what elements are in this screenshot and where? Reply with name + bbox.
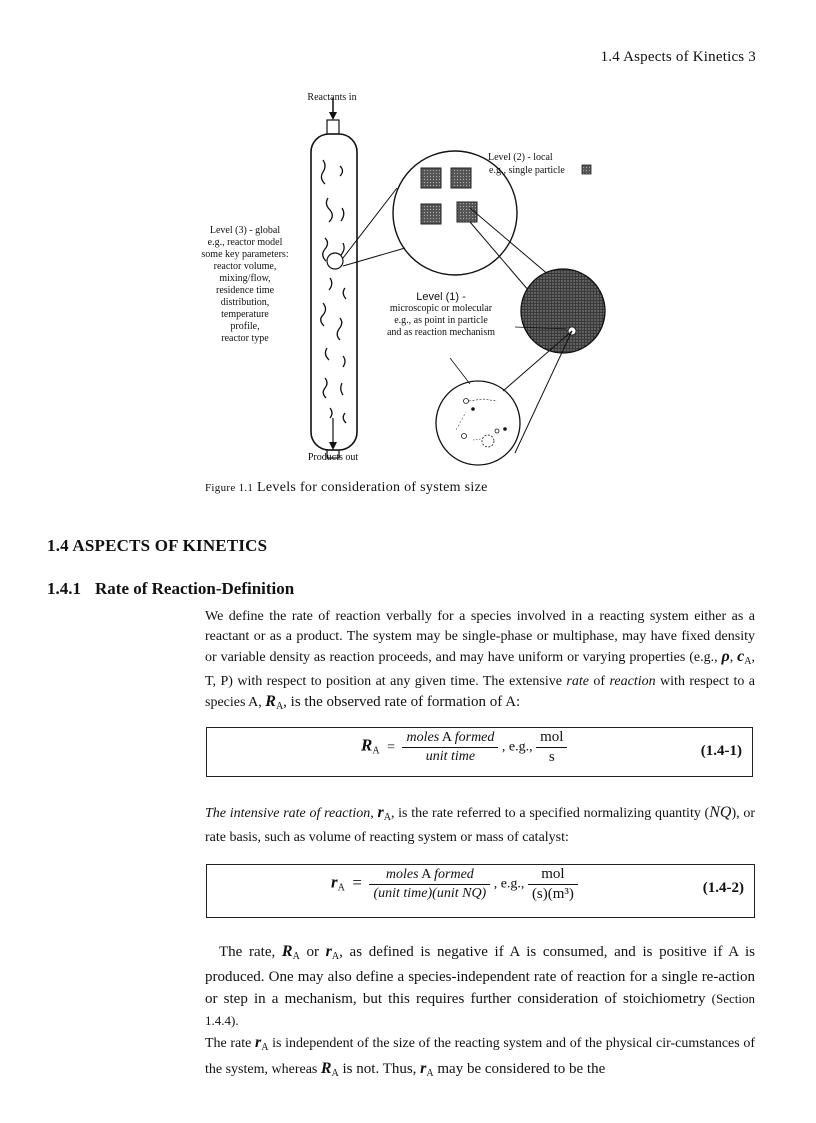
level3-line: temperature <box>221 309 269 320</box>
particle-marker <box>327 253 343 269</box>
eq1-num-formed: formed <box>454 730 495 745</box>
eq1-number: (1.4-1) <box>700 743 742 759</box>
level1-title: Level (1) - <box>416 291 466 303</box>
para3-text: may be considered to be the <box>433 1061 606 1077</box>
eq2-unit-fraction <box>528 866 578 903</box>
symbol-R-sub: A <box>275 701 284 712</box>
particle-square-2 <box>451 168 471 188</box>
level3-line: mixing/flow, <box>219 273 271 284</box>
zoom-line-a <box>343 188 397 258</box>
eq1-eg: , e.g., <box>501 739 533 755</box>
eq2-num-formed: formed <box>434 867 474 882</box>
level3-block <box>190 225 300 345</box>
symbol-r-sub: A <box>426 1068 434 1079</box>
symbol-r-sub: A <box>383 812 391 823</box>
level1-line: and as reaction mechanism <box>386 327 495 338</box>
level3-line: distribution, <box>220 297 270 308</box>
level3-line: Level (3) - global <box>209 225 281 236</box>
symbol-r: r <box>325 943 332 960</box>
level3-line: e.g., reactor model <box>207 237 283 248</box>
figure-caption <box>205 480 488 496</box>
eq1-unit-num: mol <box>536 729 567 748</box>
eq1-denominator <box>402 748 498 765</box>
dark-particle <box>521 269 605 353</box>
para2-text: , is the rate referred to a specified normalizing quantity ( <box>390 806 710 821</box>
symbol-r-sub: A <box>331 951 340 962</box>
symbol-r-sub: A <box>261 1042 269 1053</box>
para1-text: , T, P) with respect to position at any given time. The extensive <box>205 650 755 689</box>
para2-italic: The intensive rate of reaction, <box>205 806 378 821</box>
para1-text: with respect to a species A, <box>205 674 755 710</box>
level1-line: microscopic or molecular <box>389 303 493 314</box>
symbol-R-sub: A <box>331 1068 339 1079</box>
symbol-nq: NQ <box>709 804 732 821</box>
eq2-unit-num: mol <box>528 866 578 885</box>
eq2-lhs: r <box>331 872 338 892</box>
para3-text: or <box>299 944 326 960</box>
eq2-eg: , e.g., <box>493 876 525 892</box>
para3-text: The rate, <box>219 944 282 960</box>
eq1-numerator <box>402 730 498 748</box>
symbol-r: r <box>255 1034 262 1051</box>
para1-text: , is the observed rate of formation of A: <box>283 694 521 710</box>
figure-levels <box>180 88 620 468</box>
paragraph-rate-sign <box>205 941 755 1084</box>
eq1-lhs: R <box>361 735 373 755</box>
symbol-R: R <box>320 1060 332 1077</box>
paragraph-rate-definition: We define the rate of reaction verbally for a species involved in a reacting system either as a reactant or as a product. The system may be single-phase or multiphase, may have fixed density or variable density as reaction proceeds, and may have uniform or varying properties (e.g., ρ, $c_A$, T, P) with respect to position at any given time. The extensive rate of reaction with respect to a species A, $R_A$, is the observed rate of formation of A: <box>205 609 755 712</box>
symbol-R: R <box>265 693 276 710</box>
eq2-denominator <box>369 885 490 902</box>
symbol-c-sub: A <box>744 656 752 667</box>
level2-title: Level (2) - local <box>488 152 553 163</box>
level1-block <box>366 291 516 339</box>
section-title: ASPECTS OF KINETICS <box>72 536 268 555</box>
level2-detail: e.g., single particle <box>489 165 565 176</box>
symbol-r: r <box>420 1060 427 1077</box>
inlet-arrow-head <box>329 112 337 120</box>
section-heading <box>47 536 267 556</box>
eq1-num-moles: moles <box>406 730 440 745</box>
symbol-c: c <box>737 648 745 665</box>
particle-square-3 <box>421 204 441 224</box>
symbol-R-sub: A <box>292 951 300 962</box>
particle-square-1 <box>421 168 441 188</box>
eq1-num-a: A <box>441 730 452 745</box>
eq2-num-a: A <box>421 867 431 882</box>
eq2-equals: = <box>352 872 362 892</box>
reactor-column <box>311 134 357 450</box>
reaction-italic: reaction <box>609 674 656 689</box>
eq1-lhs-sub: A <box>372 745 380 757</box>
eq2-num-moles: moles <box>385 867 419 882</box>
inlet-pipe <box>327 120 339 134</box>
eq1-equals: = <box>387 739 395 755</box>
subsection-title: Rate of Reaction-Definition <box>95 579 295 598</box>
section-reference: (Section 1.4.4). <box>205 991 755 1028</box>
level3-line: residence time <box>215 285 275 296</box>
para1-text: of <box>588 674 610 689</box>
eq1-unit-den: s <box>548 749 555 765</box>
eq2-lhs-sub: A <box>337 882 345 894</box>
caption-text: Levels for consideration of system size <box>257 480 488 495</box>
reactants-in-label: Reactants in <box>307 92 357 103</box>
equation-2-body <box>331 866 578 903</box>
para3-text: , as defined is negative if A is consumed, and is positive if A is produced. One may also define a species-independent rate of reaction for a single re-action or step in a mechanism, but this requires further consideration of stoichiometry <box>205 944 755 1007</box>
eq2-number: (1.4-2) <box>702 880 744 896</box>
para3-text: is independent of the size of the reacting system and of the physical cir-cumstances of the system, whereas <box>205 1036 755 1077</box>
subsection-number: 1.4.1 <box>47 579 81 598</box>
molecular-circle <box>436 381 520 465</box>
level3-line: some key parameters: <box>201 249 289 260</box>
para2-text: ), or rate basis, such as volume of reacting system or mass of catalyst: <box>205 806 756 845</box>
eq1-unit-fraction <box>536 729 567 766</box>
eq1-fraction <box>402 730 498 765</box>
para1-text: We define the rate of reaction verbally for a species involved in a reacting system either as a reactant or as a product. The system may be single-phase or multiphase, may have fixed density or variable density as reaction proceeds, and may have uniform or varying properties (e.g., <box>205 609 755 665</box>
equation-1-body <box>361 729 567 766</box>
paragraph-intensive-rate <box>205 803 755 848</box>
level1-line: e.g., as point in particle <box>394 315 488 326</box>
eq2-fraction <box>369 867 490 902</box>
symbol-rho: ρ <box>721 648 730 665</box>
zoom-line-b <box>343 248 405 266</box>
equation-1-4-2 <box>206 864 755 918</box>
para3-text: is not. Thus, <box>338 1061 421 1077</box>
rate-italic: rate <box>566 674 589 689</box>
level3-line: profile, <box>230 321 260 332</box>
outlet-arrow-head <box>329 442 337 450</box>
section-number: 1.4 <box>47 536 69 555</box>
eq2-den: (unit time)(unit NQ) <box>373 886 487 901</box>
eq1-den: unit time <box>425 749 476 764</box>
flow-squiggles <box>321 160 346 423</box>
symbol-r: r <box>377 804 384 821</box>
products-out-label: Products out <box>307 452 359 463</box>
symbol-R: R <box>281 943 293 960</box>
eq2-numerator <box>369 867 490 885</box>
running-head: 1.4 Aspects of Kinetics 3 <box>600 49 756 65</box>
para3-text: The rate <box>205 1036 256 1051</box>
caption-number: Figure 1.1 <box>205 482 254 494</box>
level3-line: reactor volume, <box>213 261 277 272</box>
level3-line: reactor type <box>221 333 269 344</box>
subsection-heading <box>47 579 294 599</box>
eq2-unit-den: (s)(m³) <box>531 886 574 902</box>
equation-1-4-1 <box>206 727 753 777</box>
